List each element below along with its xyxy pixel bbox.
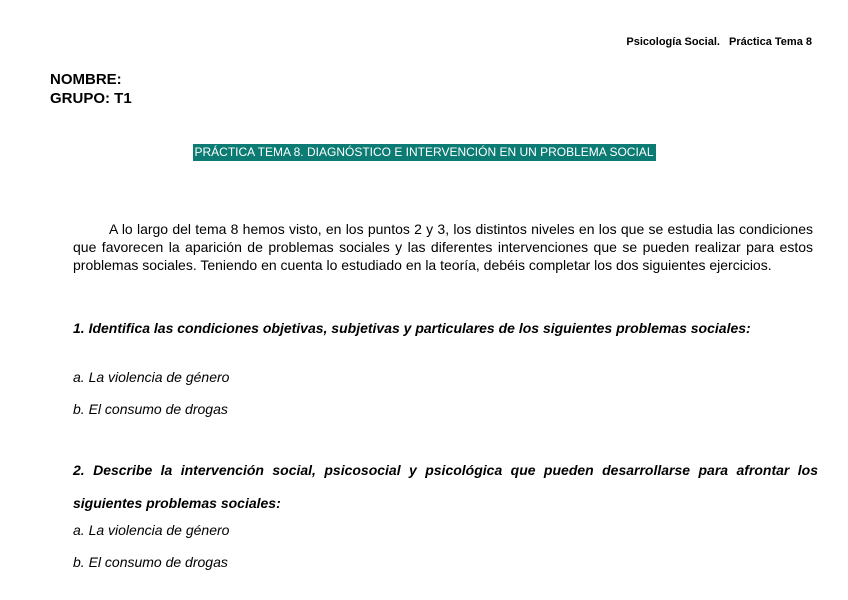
title-block — [0, 143, 848, 161]
page-header — [626, 36, 812, 48]
question-1-item-a: a. La violencia de género — [73, 369, 230, 385]
page-title: PRÁCTICA TEMA 8. DIAGNÓSTICO E INTERVENCIÓN EN UN PROBLEMA SOCIAL — [194, 145, 654, 159]
student-info — [50, 70, 132, 108]
group-label: GRUPO: T1 — [50, 90, 132, 107]
header-course: Psicología Social. — [626, 36, 720, 48]
question-2: 2. Describe la intervención social, psicosocial y psicológica que pueden desarrollarse para afrontar los siguientes problemas sociales: — [73, 462, 818, 511]
question-1-item-b: b. El consumo de drogas — [73, 401, 228, 417]
question-1: 1. Identifica las condiciones objetivas, subjetivas y particulares de los siguientes problemas sociales: — [73, 320, 751, 336]
intro-paragraph: A lo largo del tema 8 hemos visto, en los puntos 2 y 3, los distintos niveles en los que se estudia las condiciones que favorecen la aparición de problemas sociales y las diferentes intervenciones que se pueden realizar para estos problemas sociales. Teniendo en cuenta lo estudiado en la teoría, debéis completar los dos siguientes ejercicios. — [73, 221, 813, 273]
question-2-item-b: b. El consumo de drogas — [73, 554, 228, 570]
header-practice: Práctica Tema 8 — [729, 36, 812, 48]
name-label: NOMBRE: — [50, 71, 122, 88]
question-2-item-a: a. La violencia de género — [73, 522, 230, 538]
